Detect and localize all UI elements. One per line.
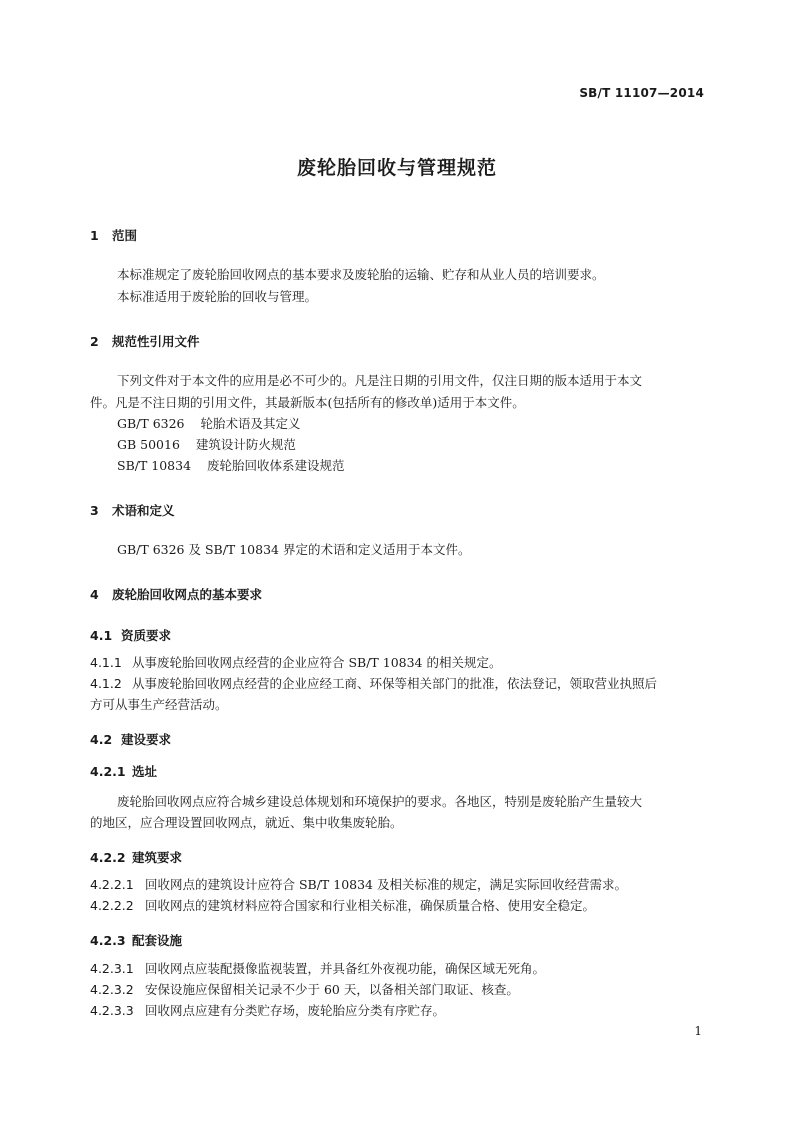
section-number: 4.2	[90, 732, 113, 747]
section-number: 4	[90, 587, 99, 602]
clause-text: 安保设施应保留相关记录不少于 60 天，以备相关部门取证、核查。	[145, 982, 519, 997]
paragraph: 本标准规定了废轮胎回收网点的基本要求及废轮胎的运输、贮存和从业人员的培训要求。	[117, 267, 605, 282]
paragraph-line: 件。凡是不注日期的引用文件，其最新版本(包括所有的修改单)适用于本文件。	[90, 395, 525, 410]
section-number: 2	[90, 334, 99, 349]
clause-4-2-2-1	[90, 877, 627, 893]
section-title: 术语和定义	[112, 503, 175, 518]
subsection-4-2-heading	[90, 730, 171, 748]
subsection-4-1-heading	[90, 626, 171, 644]
section-2-heading	[90, 332, 200, 350]
subsection-4-2-1-heading	[90, 762, 157, 780]
paragraph-line: 的地区，应合理设置回收网点，就近、集中收集废轮胎。	[90, 815, 403, 830]
section-number: 4.2.3	[90, 933, 126, 948]
section-title: 选址	[132, 764, 158, 779]
section-number: 1	[90, 228, 99, 243]
section-number: 4.1	[90, 628, 113, 643]
clause-continuation: 方可从事生产经营活动。	[90, 697, 228, 712]
section-title: 配套设施	[132, 933, 183, 948]
reference-code: SB/T 10834	[117, 458, 192, 473]
clause-text: 回收网点应建有分类贮存场，废轮胎应分类有序贮存。	[145, 1003, 446, 1018]
standard-number: SB/T 11107—2014	[579, 86, 704, 100]
clause-text: 从事废轮胎回收网点经营的企业应经工商、环保等相关部门的批准，依法登记，领取营业执照后	[132, 676, 658, 691]
clause-number: 4.2.3.3	[90, 1003, 134, 1018]
section-title: 规范性引用文件	[112, 334, 200, 349]
document-title: 废轮胎回收与管理规范	[296, 157, 497, 179]
clause-4-1-1	[90, 655, 501, 671]
paragraph-line: 下列文件对于本文件的应用是必不可少的。凡是注日期的引用文件，仅注日期的版本适用于本文	[117, 373, 643, 388]
clause-4-2-3-2	[90, 982, 519, 998]
section-title: 范围	[112, 228, 138, 243]
section-number: 3	[90, 503, 99, 518]
section-4-heading	[90, 585, 262, 603]
section-number: 4.2.2	[90, 850, 126, 865]
reference-item	[117, 416, 301, 432]
clause-number: 4.1.2	[90, 676, 122, 691]
paragraph: GB/T 6326 及 SB/T 10834 界定的术语和定义适用于本文件。	[117, 542, 471, 557]
clause-text: 回收网点的建筑材料应符合国家和行业相关标准，确保质量合格、使用安全稳定。	[145, 898, 596, 913]
reference-code: GB 50016	[117, 437, 180, 452]
clause-text: 回收网点应装配摄像监视装置，并具备红外夜视功能，确保区域无死角。	[145, 961, 546, 976]
clause-4-2-3-3	[90, 1003, 445, 1019]
clause-4-2-2-2	[90, 898, 595, 914]
section-title: 废轮胎回收网点的基本要求	[112, 587, 263, 602]
paragraph: 本标准适用于废轮胎的回收与管理。	[117, 289, 318, 304]
reference-item	[117, 437, 296, 453]
clause-number: 4.2.2.2	[90, 898, 134, 913]
section-title: 建设要求	[121, 732, 172, 747]
section-3-heading	[90, 501, 175, 519]
reference-name: 轮胎术语及其定义	[200, 416, 301, 431]
reference-code: GB/T 6326	[117, 416, 185, 431]
clause-number: 4.1.1	[90, 655, 122, 670]
section-number: 4.2.1	[90, 764, 126, 779]
section-title: 建筑要求	[132, 850, 183, 865]
page-number: 1	[694, 1024, 702, 1038]
clause-text: 从事废轮胎回收网点经营的企业应符合 SB/T 10834 的相关规定。	[132, 655, 502, 670]
section-title: 资质要求	[121, 628, 172, 643]
section-1-heading	[90, 226, 137, 244]
reference-item	[117, 458, 345, 474]
clause-number: 4.2.3.1	[90, 961, 134, 976]
clause-number: 4.2.3.2	[90, 982, 134, 997]
paragraph-line: 废轮胎回收网点应符合城乡建设总体规划和环境保护的要求。各地区，特别是废轮胎产生量较大	[117, 794, 643, 809]
clause-4-1-2	[90, 676, 657, 692]
clause-4-2-3-1	[90, 961, 545, 977]
clause-number: 4.2.2.1	[90, 877, 134, 892]
reference-name: 建筑设计防火规范	[195, 437, 296, 452]
reference-name: 废轮胎回收体系建设规范	[207, 458, 345, 473]
subsection-4-2-2-heading	[90, 848, 182, 866]
clause-text: 回收网点的建筑设计应符合 SB/T 10834 及相关标准的规定，满足实际回收经营需求。	[145, 877, 627, 892]
subsection-4-2-3-heading	[90, 931, 182, 949]
